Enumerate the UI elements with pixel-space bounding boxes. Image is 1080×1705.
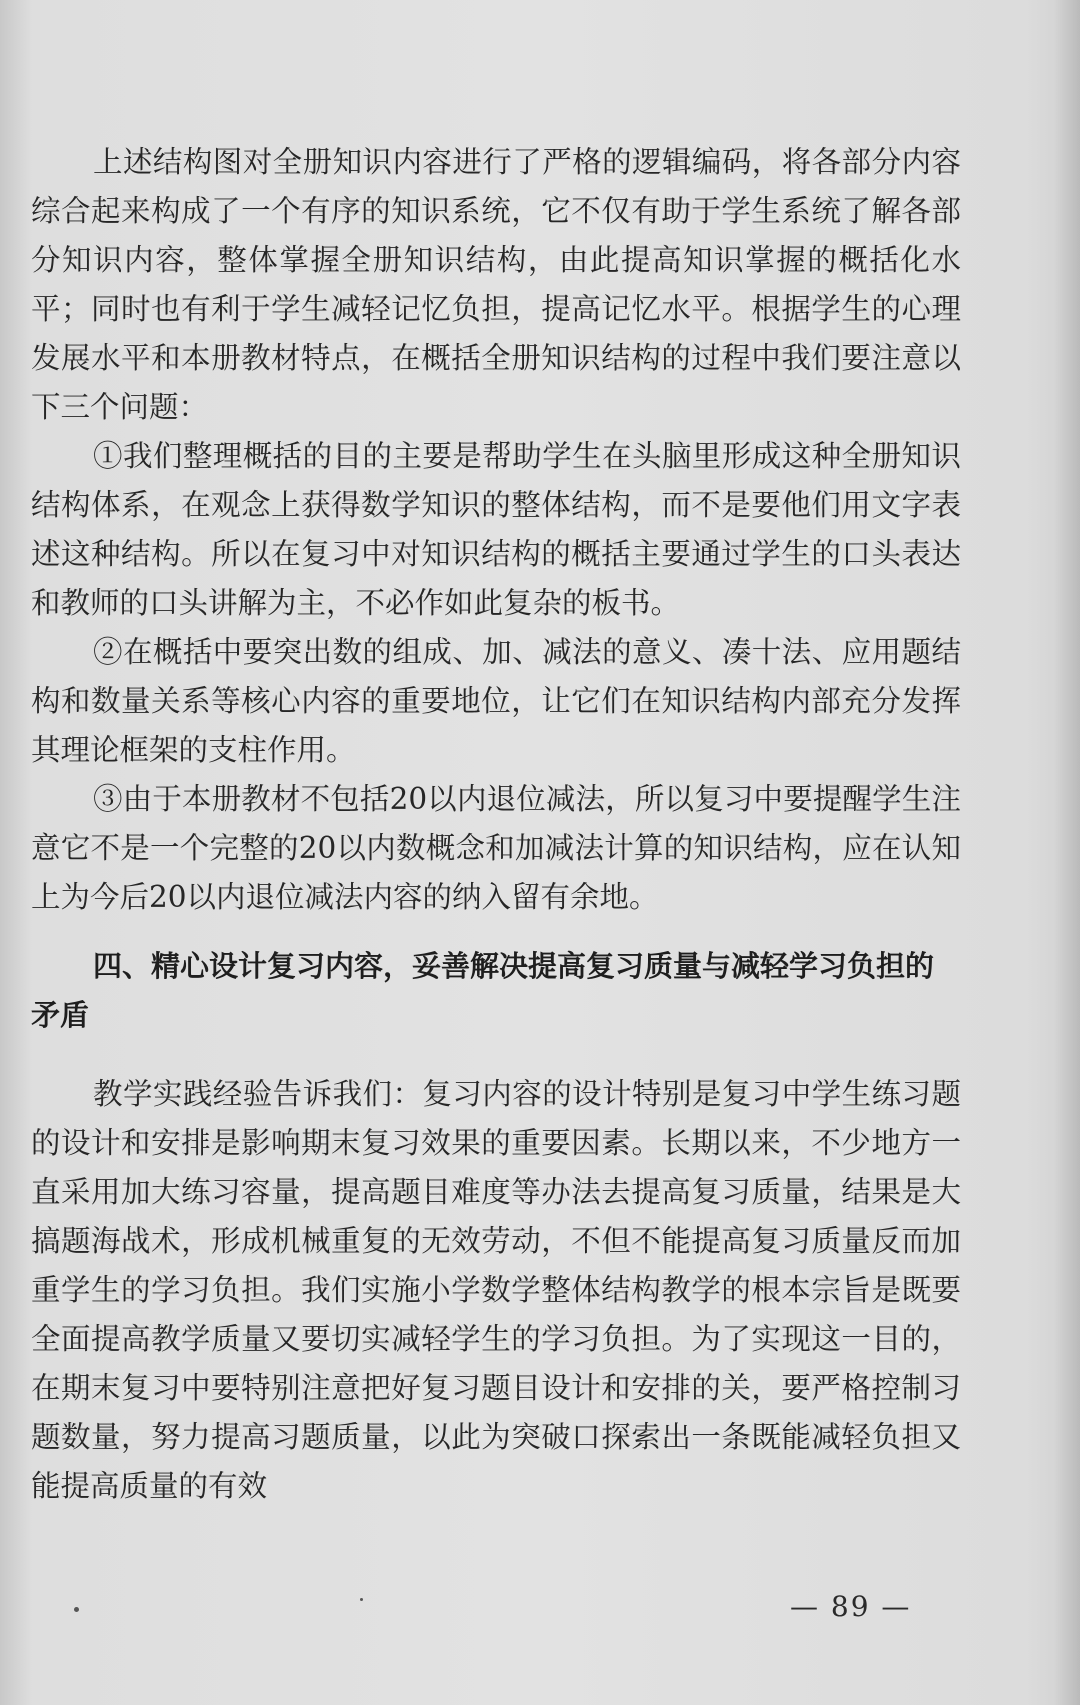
paragraph-summary: 上述结构图对全册知识内容进行了严格的逻辑编码，将各部分内容综合起来构成了一个有序的知识系统，它不仅有助于学生系统了解各部分知识内容，整体掌握全册知识结构，由此提高知识掌握的概括化水平；同时也有利于学生减轻记忆负担，提高记忆水平。根据学生的心理发展水平和本册教材特点，在概括全册知识结构的过程中我们要注意以下三个问题： [31, 145, 961, 424]
ink-speck [74, 1607, 79, 1612]
paragraph-point-1: ①我们整理概括的目的主要是帮助学生在头脑里形成这种全册知识结构体系，在观念上获得数学知识的整体结构，而不是要他们用文字表述这种结构。所以在复习中对知识结构的概括主要通过学生的口头表达和教师的口头讲解为主，不必作如此复杂的板书。 [31, 439, 961, 620]
paragraph-section-body: 教学实践经验告诉我们：复习内容的设计特别是复习中学生练习题的设计和安排是影响期末复习效果的重要因素。长期以来，不少地方一直采用加大练习容量，提高题目难度等办法去提高复习质量，结果是大搞题海战术，形成机械重复的无效劳动，不但不能提高复习质量反而加重学生的学习负担。我们实施小学数学整体结构教学的根本宗旨是既要全面提高教学质量又要切实减轻学生的学习负担。为了实现这一目的，在期末复习中要特别注意把好复习题目设计和安排的关，要严格控制习题数量，努力提高习题质量，以此为突破口探索出一条既能减轻负担又能提高质量的有效 [31, 1077, 961, 1503]
page-number: — 89 — [790, 1590, 912, 1623]
paragraph-point-3: ③由于本册教材不包括20以内退位减法，所以复习中要提醒学生注意它不是一个完整的20以内数概念和加减法计算的知识结构，应在认知上为今后20以内退位减法内容的纳入留有余地。 [31, 782, 961, 914]
ink-speck [360, 1598, 363, 1601]
page-edge-shadow [1054, 0, 1080, 1705]
paragraph-point-2: ②在概括中要突出数的组成、加、减法的意义、凑十法、应用题结构和数量关系等核心内容的重要地位，让它们在知识结构内部充分发挥其理论框架的支柱作用。 [31, 635, 961, 767]
page-text [31, 138, 961, 1511]
section-heading: 四、精心设计复习内容，妥善解决提高复习质量与减轻学习负担的矛盾 [31, 949, 935, 1032]
